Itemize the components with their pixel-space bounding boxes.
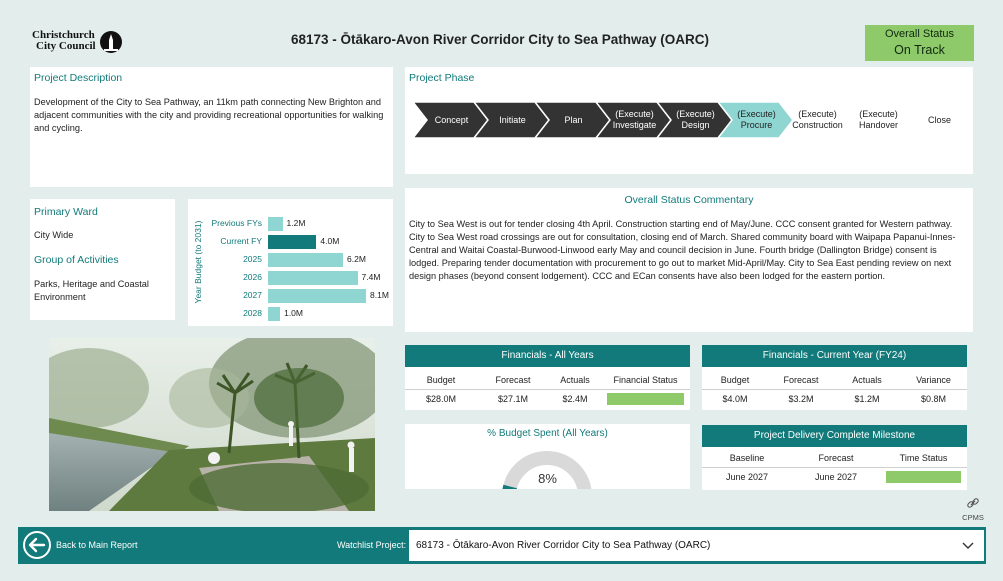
milestone-header-baseline: Baseline xyxy=(702,449,792,468)
financial-status-indicator xyxy=(607,393,684,405)
fin-cur-variance: $0.8M xyxy=(920,394,946,404)
page-title: 68173 - Ōtākaro-Avon River Corridor City to Sea Pathway (OARC) xyxy=(290,32,710,47)
back-to-main-report-button[interactable] xyxy=(22,530,152,561)
fin-all-header-actuals: Actuals xyxy=(549,371,601,390)
project-description-title: Project Description xyxy=(34,72,123,84)
phase-step-label: (Execute) Procure xyxy=(737,109,776,130)
phase-step-label: (Execute) Construction xyxy=(792,109,843,130)
status-commentary-card xyxy=(405,188,973,332)
budget-spent-card xyxy=(405,424,690,489)
milestone-card xyxy=(702,425,967,490)
fin-all-forecast: $27.1M xyxy=(497,394,529,404)
budget-bar xyxy=(268,289,366,303)
budget-category-label: Previous FYs xyxy=(211,218,262,228)
budget-bar xyxy=(268,217,283,231)
watchlist-label: Watchlist Project: xyxy=(337,540,407,550)
budget-category-label: 2028 xyxy=(243,308,262,318)
milestone-title: Project Delivery Complete Milestone xyxy=(702,425,967,447)
status-commentary-text: City to Sea West is out for tender closing 4th April. Construction starting end of May/June. CCC consent granted for Western pathway. City to Sea West road crossings are out for consultation, closing end of March. Shared community board with Waipapa Papanui-Innes-Central and Waitai Coastal-Burwood-Linwood early May and council decision in June. Fourth bridge (Dallington Bridge) consent is lodged. Preparing tender documentation with procurement to go out to market Mid-April/May. City to Sea East pending review on next design phases (beyond consent lodgement). CCC and ECan consents have also been lodged for the eastern portion. xyxy=(409,219,956,281)
budget-value-label: 1.2M xyxy=(286,218,306,228)
phase-step-label: Plan xyxy=(564,115,583,125)
project-phase-card xyxy=(405,67,973,174)
budget-spent-value: 8% xyxy=(538,471,557,486)
ward-card xyxy=(30,199,175,320)
watchlist-project-dropdown[interactable] xyxy=(409,530,984,561)
financials-all-years-table xyxy=(405,371,690,408)
year-budget-axis-label: Year Budget (to 2031) xyxy=(193,220,203,304)
fin-cur-forecast: $3.2M xyxy=(788,394,814,404)
fin-all-header-status: Financial Status xyxy=(601,371,690,390)
primary-ward-value: City Wide xyxy=(34,230,74,240)
fin-all-header-forecast: Forecast xyxy=(477,371,549,390)
phase-step-label: (Execute) Design xyxy=(676,109,715,130)
budget-value-label: 8.1M xyxy=(370,290,389,300)
overall-status-badge xyxy=(865,25,974,61)
primary-ward-title: Primary Ward xyxy=(34,206,98,218)
fin-all-header-budget: Budget xyxy=(405,371,477,390)
christchurch-logo xyxy=(32,30,132,54)
budget-spent-title: % Budget Spent (All Years) xyxy=(487,428,608,439)
fin-cur-budget: $4.0M xyxy=(722,394,748,404)
budget-bar xyxy=(268,235,316,249)
group-of-activities-title: Group of Activities xyxy=(34,254,119,266)
fin-cur-header-forecast: Forecast xyxy=(768,371,834,390)
cpms-link[interactable] xyxy=(958,496,988,524)
financials-current-year-title: Financials - Current Year (FY24) xyxy=(702,345,967,367)
milestone-table xyxy=(702,449,967,486)
pathway-concept-image xyxy=(49,338,375,511)
overall-status-value: On Track xyxy=(894,43,945,57)
project-description-text: Development of the City to Sea Pathway, an 11km path connecting New Brighton and adjacent communities with the city and providing recreational opportunities for walking and cycling. xyxy=(34,97,384,133)
back-arrow-icon xyxy=(22,530,52,560)
budget-category-label: 2027 xyxy=(243,290,262,300)
phase-step-label: Initiate xyxy=(499,115,526,125)
financials-current-year-table xyxy=(702,371,967,408)
financials-all-years-title: Financials - All Years xyxy=(405,345,690,367)
budget-value-label: 1.0M xyxy=(284,308,303,318)
budget-bar xyxy=(268,307,280,321)
milestone-time-status-cell xyxy=(880,468,967,486)
milestone-forecast: June 2027 xyxy=(814,472,858,482)
group-of-activities-value: Parks, Heritage and Coastal Environment xyxy=(34,279,149,302)
fin-all-actuals: $2.4M xyxy=(562,394,588,404)
link-icon xyxy=(966,496,980,510)
budget-value-label: 7.4M xyxy=(361,272,381,282)
project-phase-title: Project Phase xyxy=(409,72,475,84)
budget-category-label: 2026 xyxy=(243,272,262,282)
budget-bar xyxy=(268,253,343,267)
back-to-main-report-label: Back to Main Report xyxy=(56,540,138,550)
milestone-baseline: June 2027 xyxy=(725,472,769,482)
fin-cur-header-variance: Variance xyxy=(900,371,967,390)
phase-step-label: (Execute) Investigate xyxy=(612,109,657,130)
budget-value-label: 6.2M xyxy=(347,254,366,264)
project-description-card xyxy=(30,67,393,187)
fin-cur-header-actuals: Actuals xyxy=(834,371,900,390)
footer-bar xyxy=(18,527,986,564)
fin-all-status-cell xyxy=(601,390,690,408)
financials-all-years-card xyxy=(405,345,690,410)
phase-step-label: (Execute) Handover xyxy=(858,109,899,130)
year-budget-chart-card xyxy=(188,199,393,326)
logo-line1: Christchurch xyxy=(32,29,95,41)
budget-category-label: Current FY xyxy=(220,236,262,246)
fin-cur-header-budget: Budget xyxy=(702,371,768,390)
cathedral-logo-icon xyxy=(100,31,122,53)
fin-all-budget: $28.0M xyxy=(425,394,457,404)
chevron-down-icon xyxy=(962,542,974,550)
watchlist-project-value: 68173 - Ōtākaro-Avon River Corridor City to Sea Pathway (OARC) xyxy=(416,540,711,551)
status-commentary-title: Overall Status Commentary xyxy=(624,194,754,206)
budget-bar xyxy=(268,271,358,285)
logo-line2: City Council xyxy=(36,40,96,52)
gauge-fill xyxy=(509,487,510,489)
fin-cur-actuals: $1.2M xyxy=(854,394,880,404)
time-status-indicator xyxy=(886,471,961,483)
milestone-header-time-status: Time Status xyxy=(880,449,967,468)
financials-current-year-card xyxy=(702,345,967,410)
phase-step-label: Close xyxy=(927,115,951,125)
cpms-label: CPMS xyxy=(962,513,984,522)
overall-status-label: Overall Status xyxy=(884,28,955,40)
budget-value-label: 4.0M xyxy=(320,236,340,246)
budget-category-label: 2025 xyxy=(243,254,262,264)
phase-step-label: Concept xyxy=(434,115,469,125)
milestone-header-forecast: Forecast xyxy=(792,449,880,468)
